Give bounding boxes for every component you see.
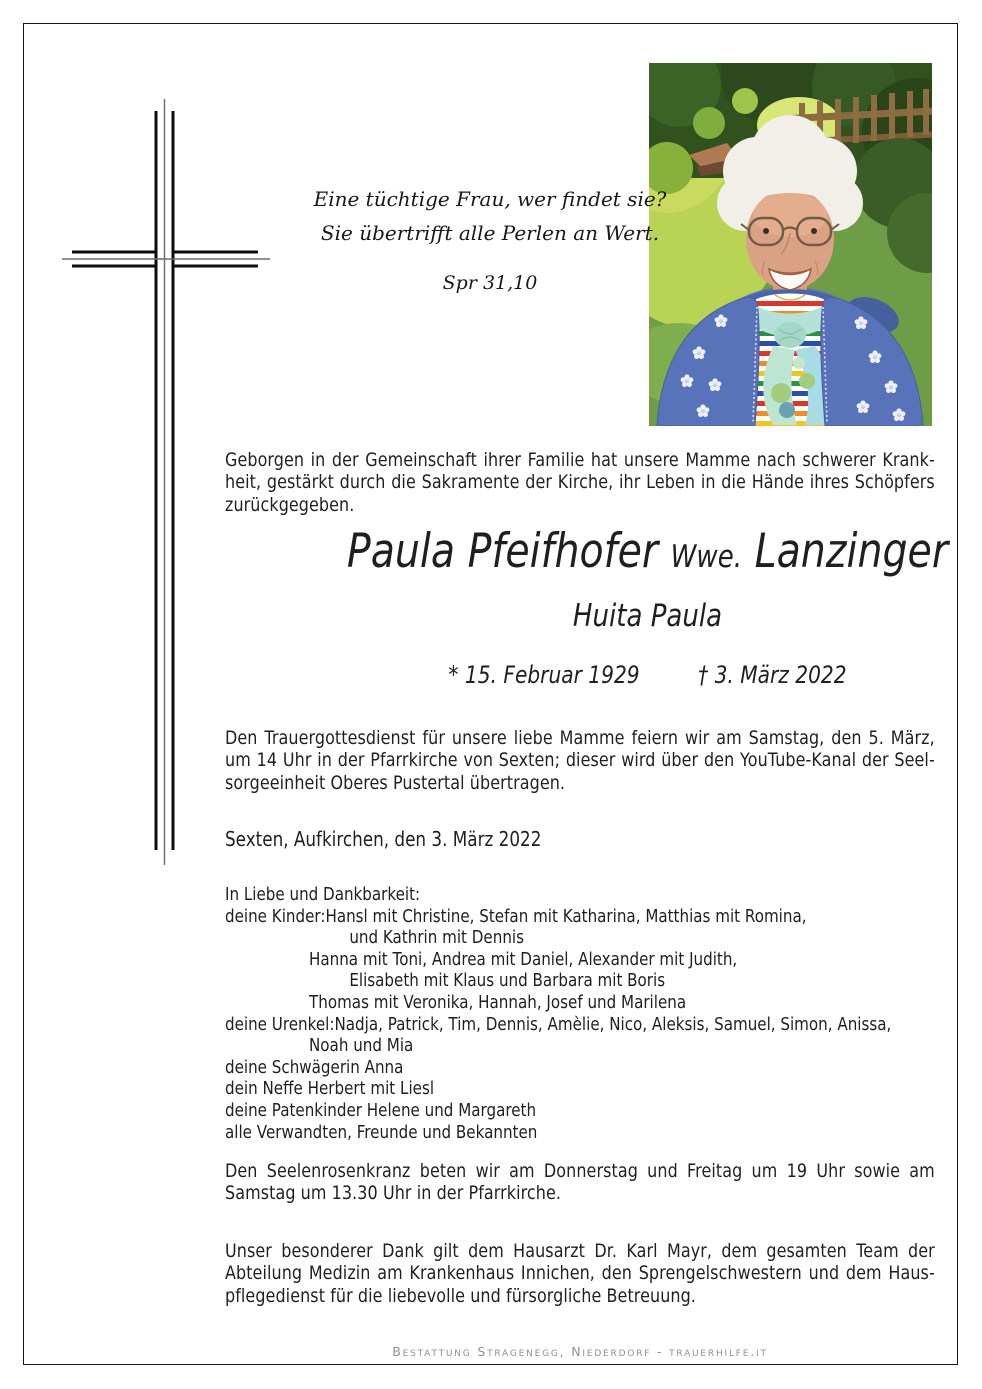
family-list (225, 884, 935, 1143)
family-line (225, 1100, 935, 1122)
place-date-line: Sexten, Aufkirchen, den 3. März 2022 (225, 827, 542, 851)
deceased-nickname: Huita Paula (572, 598, 723, 634)
intro-paragraph (225, 449, 935, 516)
family-line-text: Nadja, Patrick, Tim, Dennis, Amèlie, Nico, Aleksis, Samuel, Simon, Anissa, (334, 1013, 892, 1035)
family-line-text: Hansl mit Christine, Stefan mit Katharina, Matthias mit Romina, (325, 905, 807, 927)
text-line: zurückgegeben. (225, 493, 355, 516)
family-line (225, 992, 935, 1014)
family-line-text: Elisabeth mit Klaus und Barbara mit Boris (349, 970, 666, 992)
family-line (225, 906, 935, 928)
family-line-text: Hanna mit Toni, Andrea mit Daniel, Alexander mit Judith, (309, 948, 738, 970)
text-line: pflegedienst für die liebevolle und fürsorgliche Betreuung. (225, 1284, 696, 1307)
deceased-first-name: Paula Pfeifhofer (346, 524, 659, 579)
thanks-paragraph (225, 1240, 935, 1307)
family-line (225, 1057, 935, 1079)
text-line: Abteilung Medizin am Krankenhaus Innichen, den Sprengelschwestern und dem Haus- (225, 1262, 935, 1285)
family-list-heading: In Liebe und Dankbarkeit: (225, 884, 421, 905)
family-line (225, 1078, 935, 1100)
scripture-quote (255, 182, 725, 300)
quote-line: Sie übertrifft alle Perlen an Wert. (320, 221, 660, 245)
deceased-last-name: Lanzinger (754, 524, 949, 579)
funeral-paragraph (225, 727, 935, 794)
family-line-text: und Kathrin mit Dennis (349, 927, 524, 949)
family-line (225, 970, 935, 992)
rosary-paragraph (225, 1160, 935, 1205)
family-line-text: dein Neffe Herbert mit Liesl (225, 1078, 435, 1100)
family-line-label: deine Urenkel: (225, 1013, 335, 1035)
deceased-name (293, 524, 982, 585)
family-lines (225, 906, 935, 1144)
text-line: Den Trauergottesdienst für unsere liebe Mamme feiern wir am Samstag, den 5. März, (225, 727, 935, 749)
text-line: Den Seelenrosenkranz beten wir am Donnerstag und Freitag um 19 Uhr sowie am (225, 1160, 935, 1182)
quote-source: Spr 31,10 (442, 272, 538, 294)
family-line (225, 1014, 935, 1036)
family-line-text: deine Patenkinder Helene und Margareth (225, 1099, 537, 1121)
family-line-text: alle Verwandten, Freunde und Bekannten (225, 1121, 538, 1143)
death-date: † 3. März 2022 (698, 661, 847, 689)
text-line: Samstag um 13.30 Uhr in der Pfarrkirche. (225, 1182, 562, 1205)
family-line (225, 949, 935, 971)
family-line (225, 1122, 935, 1144)
family-line-text: deine Schwägerin Anna (225, 1056, 404, 1078)
family-line (225, 927, 935, 949)
family-line-text: Noah und Mia (309, 1035, 414, 1057)
text-line: um 14 Uhr in der Pfarrkirche von Sexten; dieser wird über den YouTube-Kanal der Seel- (225, 749, 935, 772)
family-line (225, 1035, 935, 1057)
life-dates (293, 660, 982, 690)
widow-prefix: Wwe. (670, 539, 743, 575)
funeral-home-footer: Bestattung Stragenegg, Niederdorf - trauerhilfe.it (392, 1344, 768, 1359)
family-line-text: Thomas mit Veronika, Hannah, Josef und Marilena (309, 991, 687, 1013)
quote-line: Eine tüchtige Frau, wer findet sie? (313, 187, 667, 211)
birth-date: * 15. Februar 1929 (448, 661, 640, 689)
text-line: Unser besonderer Dank gilt dem Hausarzt Dr. Karl Mayr, dem gesamten Team der (225, 1240, 935, 1262)
text-line: heit, gestärkt durch die Sakramente der Kirche, ihr Leben in die Hände ihres Schöpfers (225, 471, 935, 494)
text-line: Geborgen in der Gemeinschaft ihrer Familie hat unsere Mamme nach schwerer Krank- (225, 449, 935, 471)
text-line: sorgeeinheit Oberes Pustertal übertragen. (225, 771, 566, 794)
family-line-label: deine Kinder: (225, 905, 326, 927)
